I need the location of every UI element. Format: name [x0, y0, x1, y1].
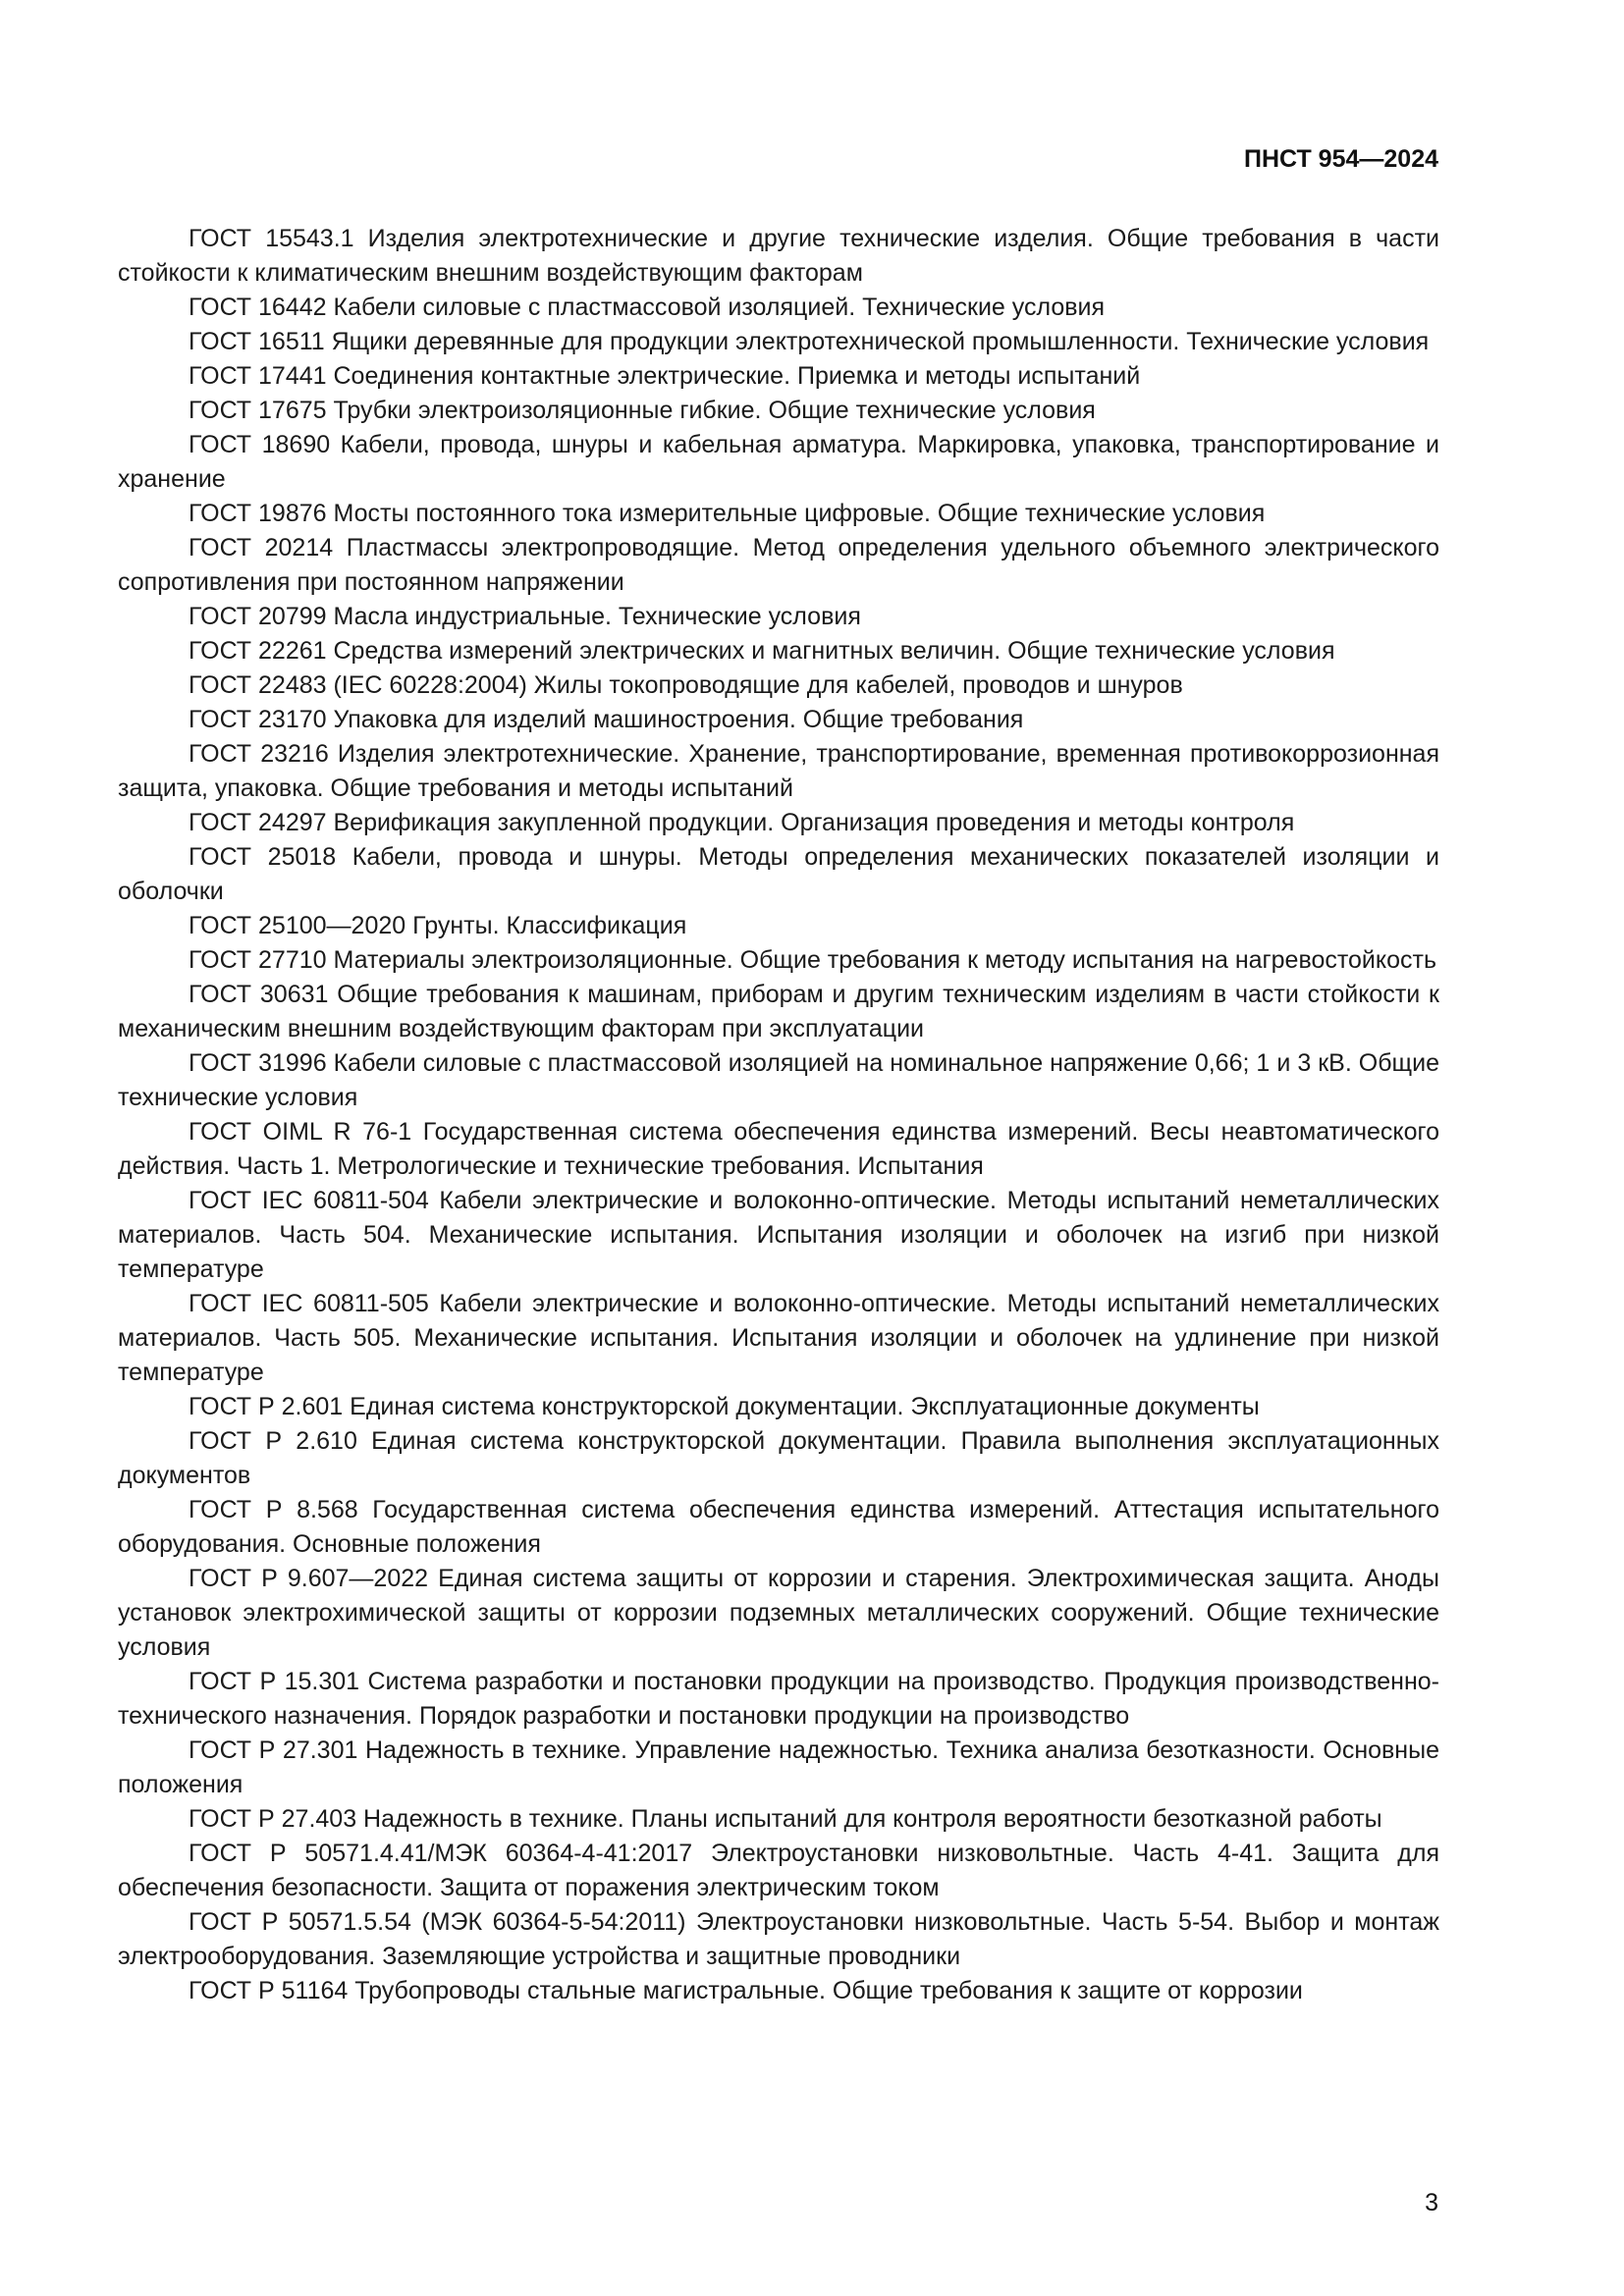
standard-entry: ГОСТ IEC 60811-504 Кабели электрические и волоконно-оптические. Методы испытаний неметаллических материалов. Часть 504. Механические испытания. Испытания изоляции и оболочек на изгиб при низкой температуре [118, 1187, 1439, 1283]
standard-entry: ГОСТ 17441 Соединения контактные электрические. Приемка и методы испытаний [189, 362, 1141, 390]
standard-entry: ГОСТ 15543.1 Изделия электротехнические и другие технические изделия. Общие требования в части стойкости к климатическим внешним воздействующим факторам [118, 225, 1439, 287]
standard-entry: ГОСТ 23170 Упаковка для изделий машиностроения. Общие требования [189, 706, 1024, 733]
standard-entry: ГОСТ Р 8.568 Государственная система обеспечения единства измерений. Аттестация испытательного оборудования. Основные положения [118, 1496, 1439, 1558]
standard-entry: ГОСТ IEC 60811-505 Кабели электрические и волоконно-оптические. Методы испытаний неметаллических материалов. Часть 505. Механические испытания. Испытания изоляции и оболочек на удлинение при низкой температуре [118, 1290, 1439, 1386]
standard-entry: ГОСТ 20799 Масла индустриальные. Технические условия [189, 603, 861, 630]
standard-entry: ГОСТ 25018 Кабели, провода и шнуры. Методы определения механических показателей изоляции и оболочки [118, 843, 1439, 905]
standard-entry: ГОСТ Р 2.610 Единая система конструкторской документации. Правила выполнения эксплуатационных документов [118, 1427, 1439, 1489]
page-number: 3 [1425, 2189, 1438, 2216]
standard-entry: ГОСТ 24297 Верификация закупленной продукции. Организация проведения и методы контроля [189, 809, 1295, 836]
standard-entry: ГОСТ 27710 Материалы электроизоляционные. Общие требования к методу испытания на нагревостойкость [189, 946, 1436, 974]
standards-list [118, 222, 1439, 2008]
standard-entry: ГОСТ Р 50571.4.41/МЭК 60364-4-41:2017 Электроустановки низковольтные. Часть 4-41. Защита для обеспечения безопасности. Защита от поражения электрическим током [118, 1840, 1439, 1901]
document-header: ПНСТ 954—2024 [1244, 145, 1438, 173]
standard-entry: ГОСТ Р 51164 Трубопроводы стальные магистральные. Общие требования к защите от коррозии [189, 1977, 1303, 2004]
standard-entry: ГОСТ Р 27.403 Надежность в технике. Планы испытаний для контроля вероятности безотказной работы [189, 1805, 1382, 1833]
standard-entry: ГОСТ OIML R 76-1 Государственная система обеспечения единства измерений. Весы неавтоматического действия. Часть 1. Метрологические и технические требования. Испытания [118, 1118, 1439, 1180]
standard-entry: ГОСТ 20214 Пластмассы электропроводящие. Метод определения удельного объемного электрического сопротивления при постоянном напряжении [118, 534, 1439, 596]
standard-entry: ГОСТ 25100—2020 Грунты. Классификация [189, 912, 687, 939]
standard-entry: ГОСТ 16511 Ящики деревянные для продукции электротехнической промышленности. Технические условия [189, 328, 1430, 355]
standard-entry: ГОСТ 23216 Изделия электротехнические. Хранение, транспортирование, временная противокоррозионная защита, упаковка. Общие требования и методы испытаний [118, 740, 1439, 802]
standard-entry: ГОСТ Р 9.607—2022 Единая система защиты от коррозии и старения. Электрохимическая защита. Аноды установок электрохимической защиты от коррозии подземных металлических сооружений. Общие технические условия [118, 1565, 1439, 1661]
standard-entry: ГОСТ Р 2.601 Единая система конструкторской документации. Эксплуатационные документы [189, 1393, 1260, 1420]
standard-entry: ГОСТ 18690 Кабели, провода, шнуры и кабельная арматура. Маркировка, упаковка, транспортирование и хранение [118, 431, 1439, 493]
standard-entry: ГОСТ 16442 Кабели силовые с пластмассовой изоляцией. Технические условия [189, 294, 1106, 321]
standard-entry: ГОСТ Р 27.301 Надежность в технике. Управление надежностью. Техника анализа безотказности. Основные положения [118, 1736, 1439, 1798]
standard-entry: ГОСТ 30631 Общие требования к машинам, приборам и другим техническим изделиям в части стойкости к механическим внешним воздействующим факторам при эксплуатации [118, 981, 1439, 1042]
standard-entry: ГОСТ 19876 Мосты постоянного тока измерительные цифровые. Общие технические условия [189, 500, 1266, 527]
standard-entry: ГОСТ Р 50571.5.54 (МЭК 60364-5-54:2011) Электроустановки низковольтные. Часть 5-54. Выбор и монтаж электрооборудования. Заземляющие устройства и защитные проводники [118, 1908, 1439, 1970]
standard-entry: ГОСТ 17675 Трубки электроизоляционные гибкие. Общие технические условия [189, 397, 1096, 424]
standard-entry: ГОСТ 31996 Кабели силовые с пластмассовой изоляцией на номинальное напряжение 0,66; 1 и 3 кВ. Общие технические условия [118, 1049, 1439, 1111]
standard-entry: ГОСТ 22483 (IEC 60228:2004) Жилы токопроводящие для кабелей, проводов и шнуров [189, 671, 1183, 699]
standard-entry: ГОСТ Р 15.301 Система разработки и постановки продукции на производство. Продукция производственно-технического назначения. Порядок разработки и постановки продукции на производство [118, 1668, 1439, 1730]
standard-entry: ГОСТ 22261 Средства измерений электрических и магнитных величин. Общие технические условия [189, 637, 1335, 665]
